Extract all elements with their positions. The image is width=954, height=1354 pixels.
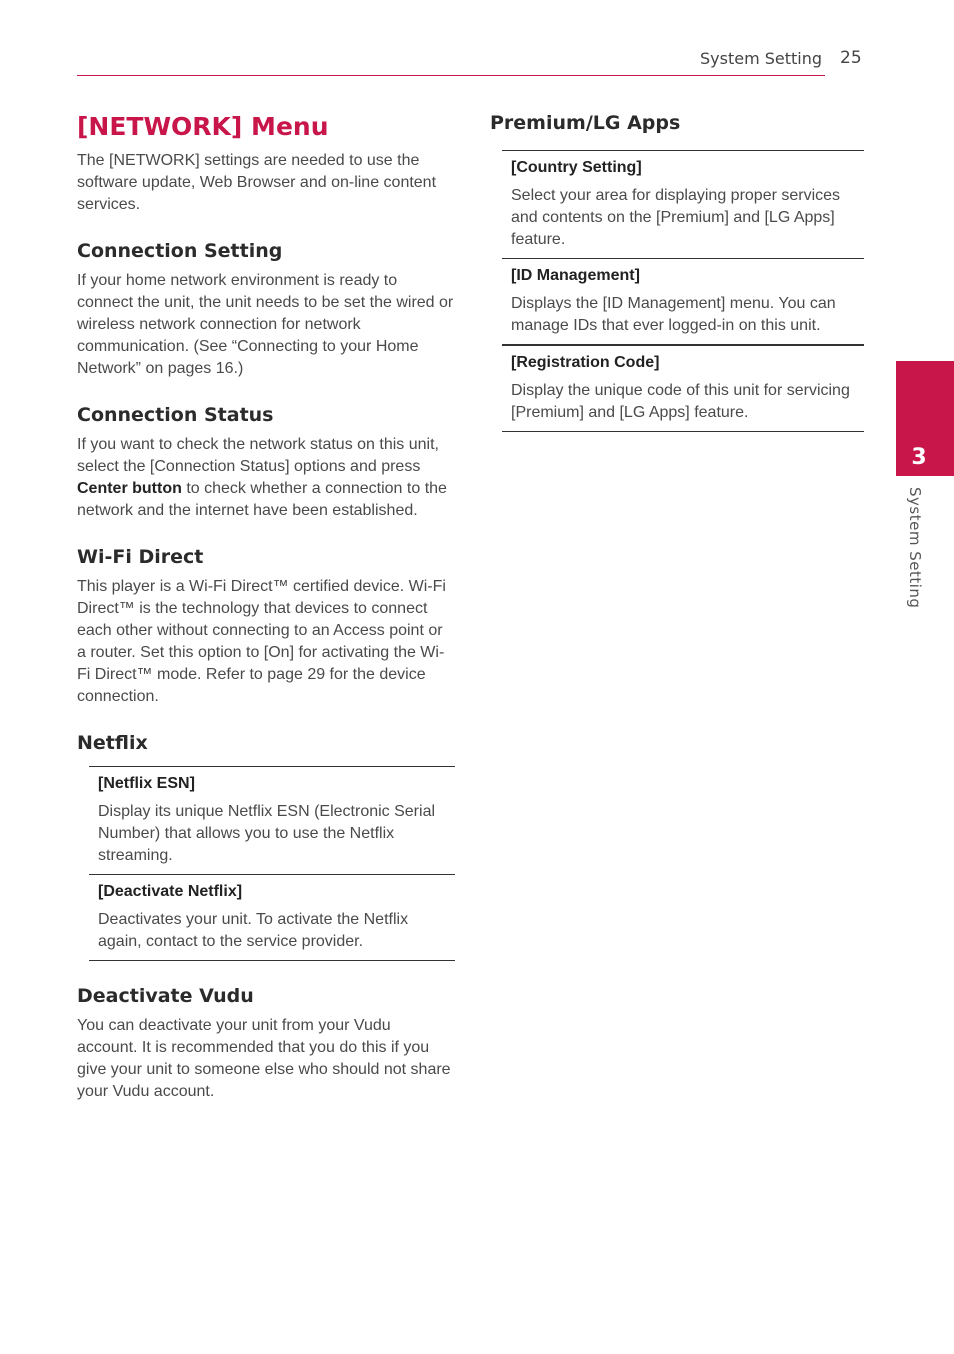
country-setting-title: [Country Setting]	[511, 159, 642, 176]
connection-status-heading: Connection Status	[77, 404, 274, 426]
table-row	[89, 875, 455, 961]
netflix-table	[89, 766, 455, 961]
netflix-esn-text: Display its unique Netflix ESN (Electronic Serial Number) that allows you to use the Netflix streaming.	[98, 803, 436, 864]
connection-status-text-1: If you want to check the network status on this unit, select the [Connection Status] options and press	[77, 436, 439, 475]
premium-table	[502, 150, 864, 432]
wifi-direct-heading: Wi-Fi Direct	[77, 546, 204, 568]
connection-setting-heading: Connection Setting	[77, 240, 283, 262]
center-button-label: Center button	[77, 480, 182, 497]
registration-code-text: Display the unique code of this unit for servicing [Premium] and [LG Apps] feature.	[511, 382, 850, 421]
id-management-title: [ID Management]	[511, 267, 640, 284]
deactivate-netflix-text: Deactivates your unit. To activate the Netflix again, contact to the service provider.	[98, 911, 409, 950]
chapter-number: 3	[911, 445, 927, 470]
page-number: 25	[840, 48, 862, 68]
chapter-tab	[896, 361, 954, 476]
table-row	[502, 346, 864, 432]
premium-heading: Premium/LG Apps	[490, 112, 681, 134]
id-management-text: Displays the [ID Management] menu. You can manage IDs that ever logged-in on this unit.	[511, 295, 836, 334]
deactivate-vudu-heading: Deactivate Vudu	[77, 985, 254, 1007]
table-row	[502, 151, 864, 259]
deactivate-vudu-text: You can deactivate your unit from your Vudu account. It is recommended that you do this if you give your unit to someone else who should not share your Vudu account.	[77, 1017, 451, 1100]
running-header-section: System Setting	[700, 49, 823, 68]
left-column	[77, 110, 455, 1103]
right-column	[490, 110, 864, 432]
deactivate-netflix-title: [Deactivate Netflix]	[98, 883, 243, 900]
table-row	[502, 259, 864, 346]
netflix-esn-title: [Netflix ESN]	[98, 775, 195, 792]
country-setting-text: Select your area for displaying proper services and contents on the [Premium] and [LG Apps] feature.	[511, 187, 841, 248]
connection-status-text	[77, 434, 455, 522]
netflix-heading: Netflix	[77, 732, 148, 754]
header-rule	[77, 75, 825, 76]
intro-text: The [NETWORK] settings are needed to use the software update, Web Browser and on-line content services.	[77, 152, 437, 213]
chapter-label: System Setting	[906, 487, 924, 609]
connection-setting-text: If your home network environment is ready to connect the unit, the unit needs to be set the wired or wireless network connection for network communication. (See “Connecting to your Home Network” on pages 16.)	[77, 272, 454, 377]
page-title: [NETWORK] Menu	[77, 112, 329, 141]
connection-status-text-2: to check whether a connection to the network and the internet have been established.	[77, 480, 447, 519]
registration-code-title: [Registration Code]	[511, 354, 660, 371]
table-row	[89, 767, 455, 875]
wifi-direct-text: This player is a Wi-Fi Direct™ certified device. Wi-Fi Direct™ is the technology that devices to connect each other without connecting to an Access point or a router. Set this option to [On] for activating the Wi-Fi Direct™ mode. Refer to page 29 for the device connection.	[77, 578, 446, 705]
